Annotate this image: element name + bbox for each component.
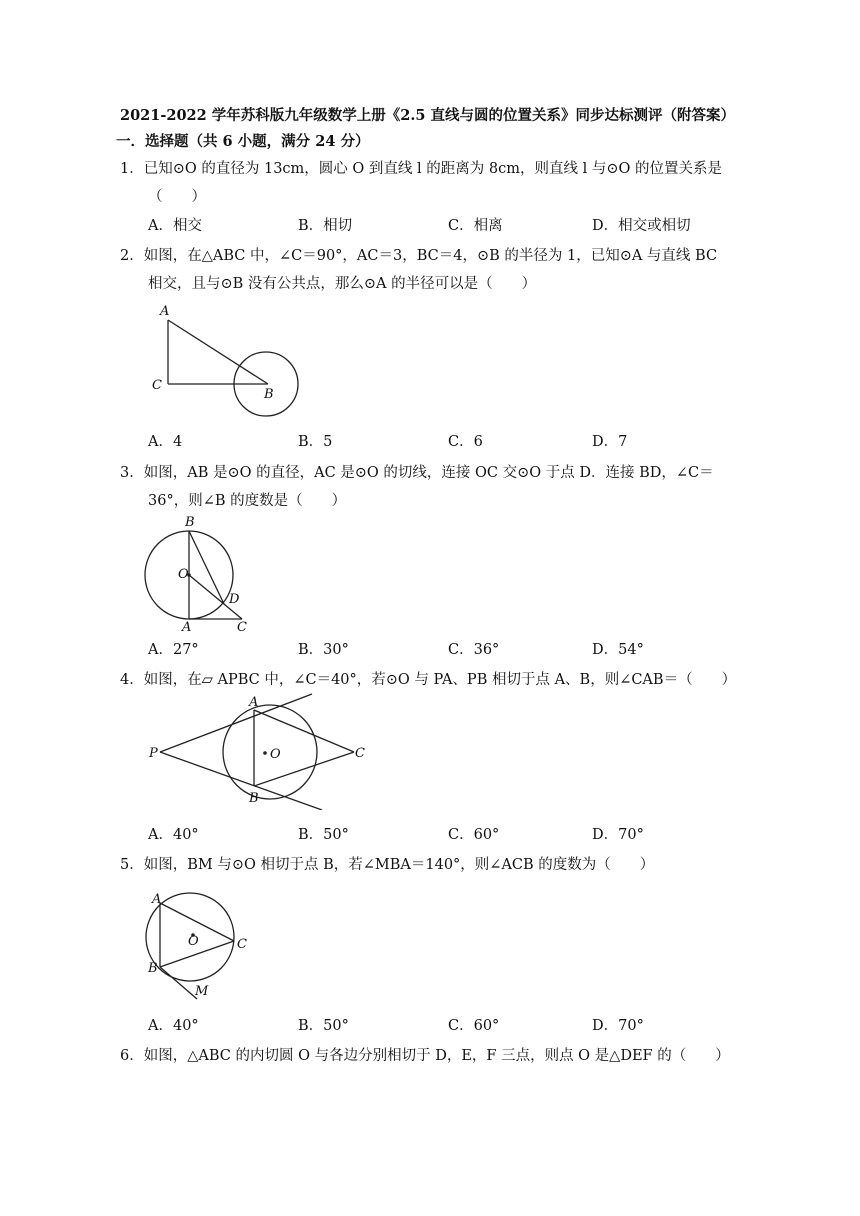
option-b[interactable]: B．30° <box>298 642 349 658</box>
option-d[interactable]: D．70° <box>592 827 644 843</box>
option-d[interactable]: D．54° <box>592 642 644 658</box>
option-c[interactable]: C．相离 <box>448 218 503 234</box>
tangent-bm <box>160 967 197 999</box>
label-c: C <box>152 378 162 393</box>
label-a: A <box>182 620 192 634</box>
question-2-figure <box>148 300 308 420</box>
question-3-line-2: 36°，则∠B 的度数是（ ） <box>148 493 347 509</box>
question-5-options <box>148 1014 748 1034</box>
option-b[interactable]: B．5 <box>298 434 333 450</box>
label-b: B <box>185 515 195 530</box>
label-m: M <box>195 984 209 999</box>
label-b: B <box>264 387 274 402</box>
question-3-options <box>148 638 748 658</box>
option-b[interactable]: B．50° <box>298 827 349 843</box>
label-a: A <box>249 695 259 710</box>
label-c: C <box>355 746 365 761</box>
tangent-pa <box>160 694 312 752</box>
option-c[interactable]: C．6 <box>448 434 483 450</box>
option-b[interactable]: B．相切 <box>298 218 353 234</box>
question-4-line-1: 4．如图，在▱ APBC 中，∠C＝40°，若⊙O 与 PA、PB 相切于点 A、B，则∠CAB＝（ ） <box>120 672 737 688</box>
question-3-figure <box>142 514 262 634</box>
segment-ab <box>168 320 268 384</box>
tangent-pb <box>160 752 322 810</box>
question-5-figure <box>142 884 262 1004</box>
label-p: P <box>149 746 158 761</box>
label-o: O <box>178 567 189 582</box>
question-2-line-2: 相交，且与⊙B 没有公共点，那么⊙A 的半径可以是（ ） <box>148 276 537 292</box>
option-d[interactable]: D．70° <box>592 1018 644 1034</box>
segment-bc <box>254 752 354 786</box>
question-1-line-2: （ ） <box>148 189 206 205</box>
option-a[interactable]: A．27° <box>148 642 199 658</box>
question-2-line-1: 2．如图，在△ABC 中，∠C＝90°，AC＝3，BC＝4，⊙B 的半径为 1，已知⊙A 与直线 BC <box>120 248 718 264</box>
option-a[interactable]: A．40° <box>148 827 199 843</box>
option-d[interactable]: D．7 <box>592 434 628 450</box>
section-heading: 一．选择题（共 6 小题，满分 24 分） <box>116 133 370 150</box>
question-6-line-1: 6．如图，△ABC 的内切圆 O 与各边分别相切于 D，E，F 三点，则点 O 是△DEF 的（ ） <box>120 1048 730 1064</box>
option-a[interactable]: A．4 <box>148 434 183 450</box>
option-d[interactable]: D．相交或相切 <box>592 218 691 234</box>
option-a[interactable]: A．相交 <box>148 218 202 234</box>
question-4-figure <box>146 690 376 810</box>
label-a: A <box>152 892 162 907</box>
label-a: A <box>160 304 170 319</box>
label-c: C <box>237 620 247 634</box>
question-1-options <box>148 214 748 234</box>
question-3-line-1: 3．如图，AB 是⊙O 的直径，AC 是⊙O 的切线，连接 OC 交⊙O 于点 D．连接 BD，∠C＝ <box>120 465 714 481</box>
option-b[interactable]: B．50° <box>298 1018 349 1034</box>
label-o: O <box>188 934 199 949</box>
label-b: B <box>148 961 158 976</box>
center-dot <box>263 751 267 755</box>
label-d: D <box>229 592 240 607</box>
question-4-options <box>148 823 748 843</box>
option-c[interactable]: C．36° <box>448 642 500 658</box>
label-o: O <box>270 747 281 762</box>
label-c: C <box>237 937 247 952</box>
option-c[interactable]: C．60° <box>448 1018 500 1034</box>
question-1-line-1: 1．已知⊙O 的直径为 13cm，圆心 O 到直线 l 的距离为 8cm，则直线 l 与⊙O 的位置关系是 <box>120 161 722 177</box>
label-b: B <box>249 791 259 806</box>
option-a[interactable]: A．40° <box>148 1018 199 1034</box>
option-c[interactable]: C．60° <box>448 827 500 843</box>
question-2-options <box>148 430 748 450</box>
question-5-line-1: 5．如图，BM 与⊙O 相切于点 B，若∠MBA＝140°，则∠ACB 的度数为（ ） <box>120 857 655 873</box>
document-title: 2021-2022 学年苏科版九年级数学上册《2.5 直线与圆的位置关系》同步达标测评（附答案） <box>120 107 736 124</box>
segment-ac <box>254 710 354 752</box>
